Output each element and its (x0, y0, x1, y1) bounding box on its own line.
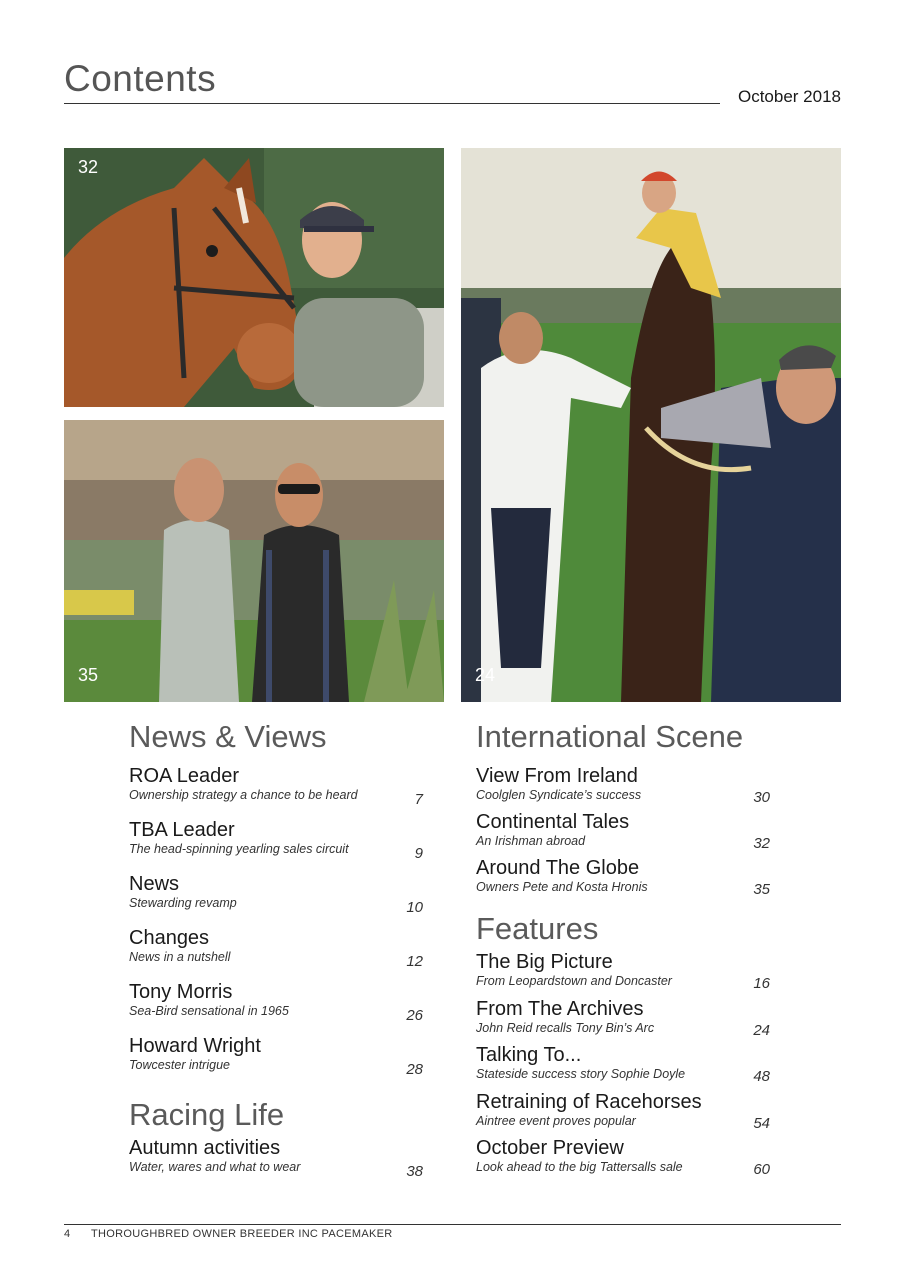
entry-page-number: 9 (414, 845, 423, 862)
entry-subtitle: Water, wares and what to wear (129, 1160, 301, 1174)
toc-entry[interactable] (476, 951, 770, 998)
entry-page-number: 54 (753, 1114, 770, 1132)
entry-page-number: 30 (753, 789, 770, 806)
entry-heading: View From Ireland (476, 765, 638, 787)
racing-life-section (129, 1099, 423, 1130)
entry-heading: From The Archives (476, 997, 644, 1020)
entry-page-number: 60 (753, 1161, 770, 1178)
entry-page-number: 28 (406, 1061, 423, 1078)
entry-subtitle: From Leopardstown and Doncaster (476, 974, 672, 988)
photo-owners (64, 420, 444, 702)
footer-publication: THOROUGHBRED OWNER BREEDER INC PACEMAKER (91, 1228, 393, 1240)
international-list (476, 765, 770, 903)
toc-entry[interactable] (476, 998, 770, 1045)
entry-page-number: 7 (414, 791, 423, 808)
toc-entry[interactable] (476, 1044, 770, 1091)
entry-heading: TBA Leader (129, 819, 235, 841)
racehorse-illustration (461, 148, 841, 702)
entry-subtitle: Owners Pete and Kosta Hronis (476, 880, 648, 894)
entry-subtitle: Towcester intrigue (129, 1058, 230, 1072)
toc-entry[interactable] (129, 873, 423, 927)
entry-page-number: 38 (406, 1163, 423, 1180)
title-rule (64, 103, 720, 104)
entry-heading: Howard Wright (129, 1035, 261, 1057)
entry-subtitle: Ownership strategy a chance to be heard (129, 788, 358, 802)
entry-heading: Around The Globe (476, 857, 640, 879)
toc-entry[interactable] (129, 927, 423, 981)
owners-illustration (64, 420, 444, 702)
entry-page-number: 24 (753, 1021, 770, 1039)
entry-subtitle: Stateside success story Sophie Doyle (476, 1067, 686, 1081)
entry-page-number: 35 (753, 881, 770, 898)
entry-heading: Retraining of Racehorses (476, 1090, 702, 1113)
news-views-section (129, 721, 423, 752)
toc-entry[interactable] (476, 1091, 770, 1138)
entry-heading: Autumn activities (129, 1137, 281, 1159)
entry-subtitle: An Irishman abroad (476, 834, 586, 848)
toc-entry[interactable] (129, 1035, 423, 1089)
entry-page-number: 12 (406, 953, 423, 970)
toc-entry[interactable] (476, 811, 770, 857)
entry-page-number: 16 (753, 975, 770, 992)
entry-page-number: 32 (753, 835, 770, 852)
entry-subtitle: The head-spinning yearling sales circuit (129, 842, 349, 856)
toc-entry[interactable] (129, 765, 423, 819)
news-views-list (129, 765, 423, 1089)
photo-page-number: 32 (78, 157, 99, 177)
toc-entry[interactable] (476, 765, 770, 811)
entry-page-number: 10 (406, 899, 423, 916)
entry-subtitle: John Reid recalls Tony Bin’s Arc (476, 1020, 655, 1035)
photo-page-number: 35 (78, 665, 99, 685)
entry-heading: Tony Morris (129, 981, 233, 1003)
features-list (476, 951, 770, 1184)
section-title-news-views: News & Views (129, 719, 327, 754)
footer-page-number: 4 (64, 1228, 71, 1240)
photo-horse-portrait (64, 148, 444, 407)
features-section (476, 913, 770, 944)
entry-heading: October Preview (476, 1137, 624, 1159)
entry-page-number: 26 (406, 1007, 423, 1024)
section-title-racing-life: Racing Life (129, 1097, 285, 1132)
toc-entry[interactable] (476, 1137, 770, 1184)
toc-entry[interactable] (129, 981, 423, 1035)
section-title-features: Features (476, 911, 599, 946)
photo-racehorse (461, 148, 841, 702)
entry-subtitle: Coolglen Syndicate’s success (476, 788, 642, 802)
toc-entry[interactable] (129, 1137, 423, 1191)
entry-heading: Talking To... (476, 1044, 582, 1066)
entry-subtitle: News in a nutshell (129, 950, 231, 964)
horse-portrait-illustration (64, 148, 444, 407)
entry-heading: News (129, 873, 180, 895)
toc-entry[interactable] (129, 819, 423, 873)
entry-heading: Changes (129, 927, 210, 949)
toc-entry[interactable] (476, 857, 770, 903)
issue-date: October 2018 (737, 87, 841, 106)
entry-heading: The Big Picture (476, 951, 613, 973)
entry-heading: Continental Tales (476, 811, 630, 833)
page-title: Contents (64, 58, 217, 99)
entry-page-number: 48 (753, 1068, 770, 1085)
photo-page-number: 24 (475, 665, 496, 685)
racing-life-list (129, 1137, 423, 1191)
entry-subtitle: Sea-Bird sensational in 1965 (129, 1004, 289, 1018)
entry-subtitle: Aintree event proves popular (476, 1113, 636, 1128)
entry-subtitle: Look ahead to the big Tattersalls sale (476, 1160, 683, 1174)
international-section (476, 721, 770, 752)
section-title-international: International Scene (476, 719, 744, 754)
footer-rule (64, 1224, 841, 1225)
entry-heading: ROA Leader (129, 765, 240, 787)
entry-subtitle: Stewarding revamp (129, 896, 237, 910)
